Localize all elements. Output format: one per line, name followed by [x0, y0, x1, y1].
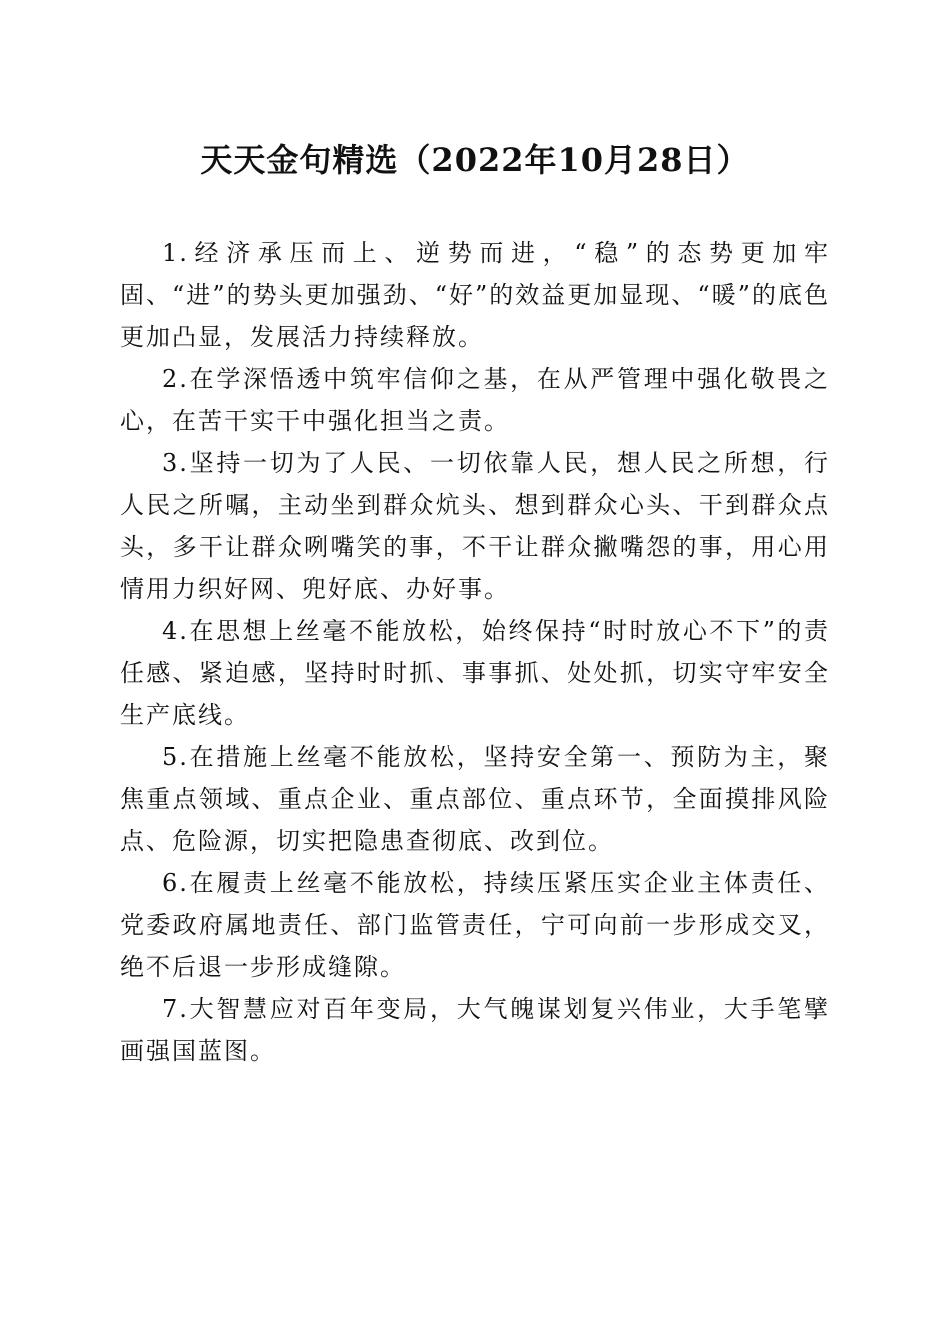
document-body	[120, 232, 830, 1072]
paragraph-1: 1.经济承压而上、逆势而进，“稳”的态势更加牢固、“进”的势头更加强劲、“好”的效益更加显现、“暖”的底色更加凸显，发展活力持续释放。	[120, 239, 830, 351]
paragraph-3: 3.坚持一切为了人民、一切依靠人民，想人民之所想，行人民之所嘱，主动坐到群众炕头、想到群众心头、干到群众点头，多干让群众咧嘴笑的事，不干让群众撇嘴怨的事，用心用情用力织好网、兜好底、办好事。	[120, 449, 830, 603]
paragraph-6: 6.在履责上丝毫不能放松，持续压紧压实企业主体责任、党委政府属地责任、部门监管责任，宁可向前一步形成交叉，绝不后退一步形成缝隙。	[120, 869, 830, 981]
paragraph-5: 5.在措施上丝毫不能放松，坚持安全第一、预防为主，聚焦重点领域、重点企业、重点部位、重点环节，全面摸排风险点、危险源，切实把隐患查彻底、改到位。	[120, 743, 830, 855]
paragraph-7: 7.大智慧应对百年变局，大气魄谋划复兴伟业，大手笔擘画强国蓝图。	[120, 995, 830, 1065]
paragraph-4: 4.在思想上丝毫不能放松，始终保持“时时放心不下”的责任感、紧迫感，坚持时时抓、事事抓、处处抓，切实守牢安全生产底线。	[120, 617, 830, 729]
page-title: 天天金句精选（2022年10月28日）	[200, 141, 750, 179]
paragraph-2: 2.在学深悟透中筑牢信仰之基，在从严管理中强化敬畏之心，在苦干实干中强化担当之责。	[120, 365, 830, 435]
